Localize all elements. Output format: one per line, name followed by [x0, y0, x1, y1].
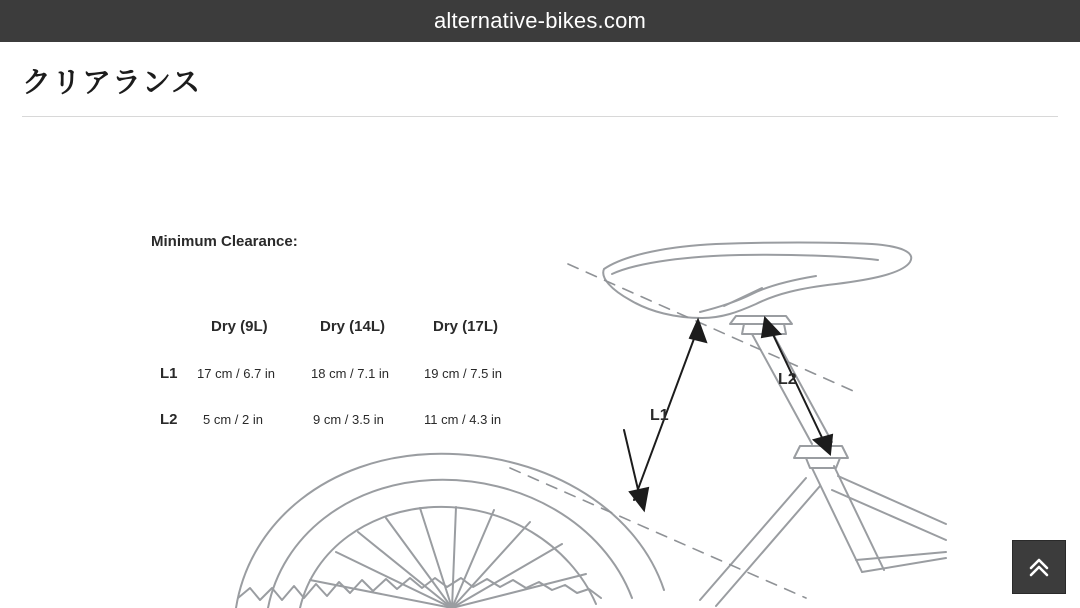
page-title: クリアランス [22, 65, 202, 99]
browser-title-bar [0, 0, 1080, 42]
table-cell-l1-dry14l: 18 cm / 7.1 in [311, 366, 390, 381]
heading-divider [22, 116, 1058, 117]
table-header-dry-17l: Dry (17L) [433, 318, 499, 335]
table-header-dry-9l: Dry (9L) [211, 318, 268, 335]
table-cell-l2-dry9l: 5 cm / 2 in [203, 412, 263, 427]
page-content [0, 42, 1080, 608]
back-to-top-button[interactable] [1012, 540, 1066, 594]
table-header-dry-14l: Dry (14L) [320, 318, 386, 335]
table-cell-l1-dry17l: 19 cm / 7.5 in [424, 366, 503, 381]
clearance-diagram [0, 128, 1080, 608]
callout-label-l2: L2 [778, 371, 797, 388]
double-chevron-up-icon [1024, 552, 1054, 582]
table-cell-l2-dry17l: 11 cm / 4.3 in [424, 412, 502, 427]
table-row-label-l2: L2 [160, 411, 178, 428]
table-cell-l2-dry14l: 9 cm / 3.5 in [313, 412, 384, 427]
table-row-label-l1: L1 [160, 365, 178, 382]
clearance-caption: Minimum Clearance: [151, 233, 298, 250]
site-url-title: alternative-bikes.com [433, 8, 647, 33]
table-cell-l1-dry9l: 17 cm / 6.7 in [197, 366, 276, 381]
callout-label-l1: L1 [650, 407, 669, 424]
